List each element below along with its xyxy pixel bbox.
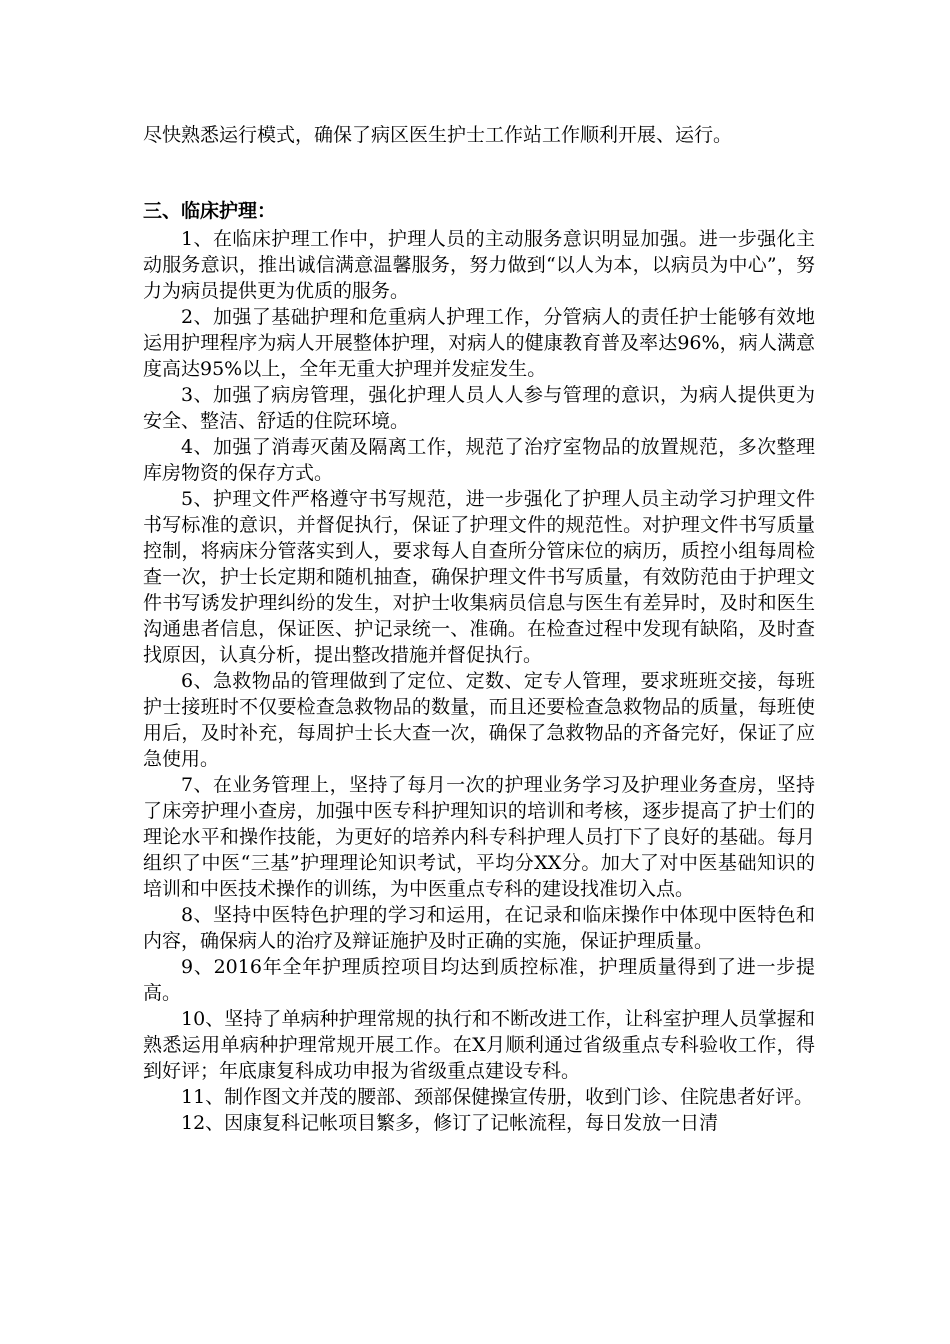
intro-line: 尽快熟悉运行模式，确保了病区医生护士工作站工作顺利开展、运行。 (143, 124, 733, 146)
paragraph-12: 12、因康复科记帐项目繁多，修订了记帐流程，每日发放一日清 (181, 1112, 719, 1134)
paragraph-10: 10、坚持了单病种护理常规的执行和不断改进工作，让科室护理人员掌握和熟悉运用单病种护理常规开展工作。在X月顺利通过省级重点专科验收工作，得到好评；年底康复科成功申报为省级重点建设专科。 (143, 1008, 815, 1082)
paragraph-1: 1、在临床护理工作中，护理人员的主动服务意识明显加强。进一步强化主动服务意识，推出诚信满意温馨服务，努力做到“以人为本，以病员为中心”，努力为病员提供更为优质的服务。 (143, 228, 815, 302)
paragraph-5: 5、护理文件严格遵守书写规范，进一步强化了护理人员主动学习护理文件书写标准的意识，并督促执行，保证了护理文件的规范性。对护理文件书写质量控制，将病床分管落实到人，要求每人自查所分管床位的病历，质控小组每周检查一次，护士长定期和随机抽查，确保护理文件书写质量，有效防范由于护理文件书写诱发护理纠纷的发生，对护士收集病员信息与医生有差异时，及时和医生沟通患者信息，保证医、护记录统一、准确。在检查过程中发现有缺陷，及时查找原因，认真分析，提出整改措施并督促执行。 (143, 488, 815, 666)
paragraph-3: 3、加强了病房管理，强化护理人员人人参与管理的意识，为病人提供更为安全、整洁、舒适的住院环境。 (143, 384, 815, 432)
section-title: 三、临床护理： (143, 200, 277, 222)
paragraph-9: 9、2016年全年护理质控项目均达到质控标准，护理质量得到了进一步提高。 (143, 956, 815, 1004)
paragraph-11: 11、制作图文并茂的腰部、颈部保健操宣传册，收到门诊、住院患者好评。 (181, 1086, 814, 1108)
paragraph-4: 4、加强了消毒灭菌及隔离工作，规范了治疗室物品的放置规范，多次整理库房物资的保存方式。 (143, 436, 815, 484)
document-page (143, 120, 815, 1136)
paragraph-7: 7、在业务管理上，坚持了每月一次的护理业务学习及护理业务查房，坚持了床旁护理小查房，加强中医专科护理知识的培训和考核，逐步提高了护士们的理论水平和操作技能，为更好的培养内科专科护理人员打下了良好的基础。每月组织了中医“三基”护理理论知识考试，平均分XX分。加大了对中医基础知识的培训和中医技术操作的训练，为中医重点专科的建设找准切入点。 (143, 774, 815, 900)
paragraph-6: 6、急救物品的管理做到了定位、定数、定专人管理，要求班班交接，每班护士接班时不仅要检查急救物品的数量，而且还要检查急救物品的质量，每班使用后，及时补充，每周护士长大查一次，确保了急救物品的齐备完好，保证了应急使用。 (143, 670, 815, 770)
paragraph-2: 2、加强了基础护理和危重病人护理工作，分管病人的责任护士能够有效地运用护理程序为病人开展整体护理，对病人的健康教育普及率达96%，病人满意度高达95%以上，全年无重大护理并发症发生。 (143, 306, 815, 380)
paragraph-8: 8、坚持中医特色护理的学习和运用，在记录和临床操作中体现中医特色和内容，确保病人的治疗及辩证施护及时正确的实施，保证护理质量。 (143, 904, 815, 952)
paragraph-list (143, 226, 815, 1136)
